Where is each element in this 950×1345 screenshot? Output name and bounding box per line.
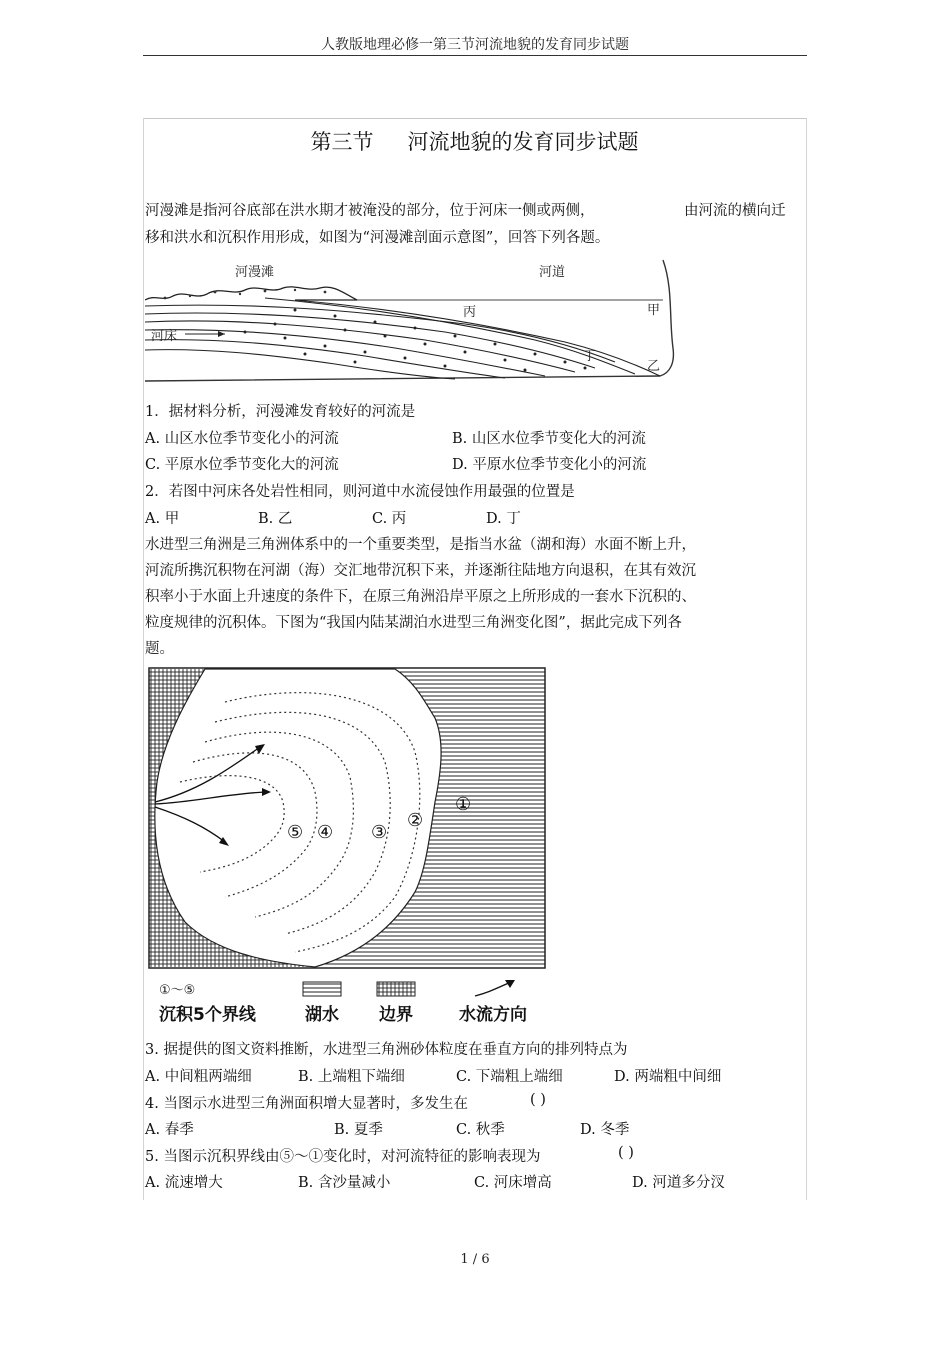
q5-paren: ( ) [618,1145,634,1161]
header-rule [143,55,807,56]
frame-left [143,118,144,1200]
q4-option-b: B. 夏季 [334,1122,383,1138]
legend-border: 边界 [379,1005,413,1025]
q1-stem: 1．据材料分析，河漫滩发育较好的河流是 [145,404,416,420]
q4-option-d: D. 冬季 [580,1122,630,1138]
q2-option-d: D. 丁 [486,511,521,527]
label-jia: 甲 [647,303,661,318]
q4-paren: ( ) [530,1092,546,1108]
q5-option-b: B. 含沙量减小 [298,1175,391,1191]
frame-top [143,118,806,119]
floodplain-svg [145,258,677,384]
label-channel: 河道 [539,265,566,280]
q5-stem: 5. 当图示沉积界线由⑤～①变化时，对河流特征的影响表现为 [145,1149,541,1165]
q1-option-b: B. 山区水位季节变化大的河流 [452,431,646,447]
label-ding: 丁 [583,349,597,364]
page-number: 1 / 6 [460,1252,490,1267]
delta-map [145,662,550,1030]
q3-option-b: B. 上端粗下端细 [298,1069,405,1085]
legend-boundary-lines: 沉积5个界线 [159,1005,256,1025]
boundary-label-4: ④ [317,822,334,843]
label-floodplain: 河漫滩 [235,265,275,280]
label-yi: 乙 [647,359,661,374]
frame-right [806,118,807,1200]
passage1-line2: 移和洪水和沉积作用形成，如图为“河漫滩剖面示意图”，回答下列各题。 [145,230,610,246]
q3-option-d: D. 两端粗中间细 [614,1069,722,1085]
title-topic: 河流地貌的发育同步试题 [407,130,639,154]
legend-flow: 水流方向 [459,1005,527,1025]
q2-option-b: B. 乙 [258,511,293,527]
q2-option-a: A. 甲 [145,511,180,527]
boundary-label-3: ③ [371,822,388,843]
q5-option-c: C. 河床增高 [474,1175,552,1191]
passage2-line2: 河流所携沉积物在河湖（海）交汇地带沉积下来，并逐渐往陆地方向退积，在其有效沉 [145,563,696,579]
passage2-line1: 水进型三角洲是三角洲体系中的一个重要类型，是指当水盆（湖和海）水面不断上升， [145,537,696,553]
q1-option-c: C. 平原水位季节变化大的河流 [145,457,339,473]
q5-option-d: D. 河道多分汊 [632,1175,725,1191]
label-bed: 河床 [151,329,178,344]
q3-stem: 3. 据提供的图文资料推断，水进型三角洲砂体粒度在垂直方向的排列特点为 [145,1042,628,1058]
q1-option-a: A. 山区水位季节变化小的河流 [145,431,339,447]
page-header: 人教版地理必修一第三节河流地貌的发育同步试题 [321,37,629,53]
q3-option-c: C. 下端粗上端细 [456,1069,563,1085]
q4-option-a: A. 春季 [145,1122,194,1138]
label-bing: 丙 [463,305,477,320]
q2-stem: 2．若图中河床各处岩性相同，则河道中水流侵蚀作用最强的位置是 [145,484,575,500]
passage2-line4: 粒度规律的沉积体。下图为“我国内陆某湖泊水进型三角洲变化图”，据此完成下列各 [145,615,682,631]
q4-option-c: C. 秋季 [456,1122,505,1138]
legend-lake: 湖水 [305,1005,339,1025]
boundary-label-2: ② [407,810,424,831]
passage1-line1a: 河漫滩是指河谷底部在洪水期才被淹没的部分，位于河床一侧或两侧， [145,203,595,219]
q2-option-c: C. 丙 [372,511,407,527]
page-title [143,126,806,156]
title-section: 第三节 [310,130,374,154]
passage2-line5: 题。 [145,641,174,657]
q3-option-a: A. 中间粗两端细 [145,1069,252,1085]
floodplain-diagram [145,258,677,384]
delta-svg [145,662,550,1030]
q1-option-d: D. 平原水位季节变化小的河流 [452,457,647,473]
boundary-label-1: ① [455,794,472,815]
q4-stem: 4. 当图示水进型三角洲面积增大显著时，多发生在 [145,1096,468,1112]
q5-option-a: A. 流速增大 [145,1175,223,1191]
passage2-line3: 积率小于水面上升速度的条件下，在原三角洲沿岸平原之上所形成的一套水下沉积的、 [145,589,696,605]
passage1-line1b: 由河流的横向迁 [684,203,786,219]
legend-range: ①～⑤ [159,983,196,998]
boundary-label-5: ⑤ [287,822,304,843]
